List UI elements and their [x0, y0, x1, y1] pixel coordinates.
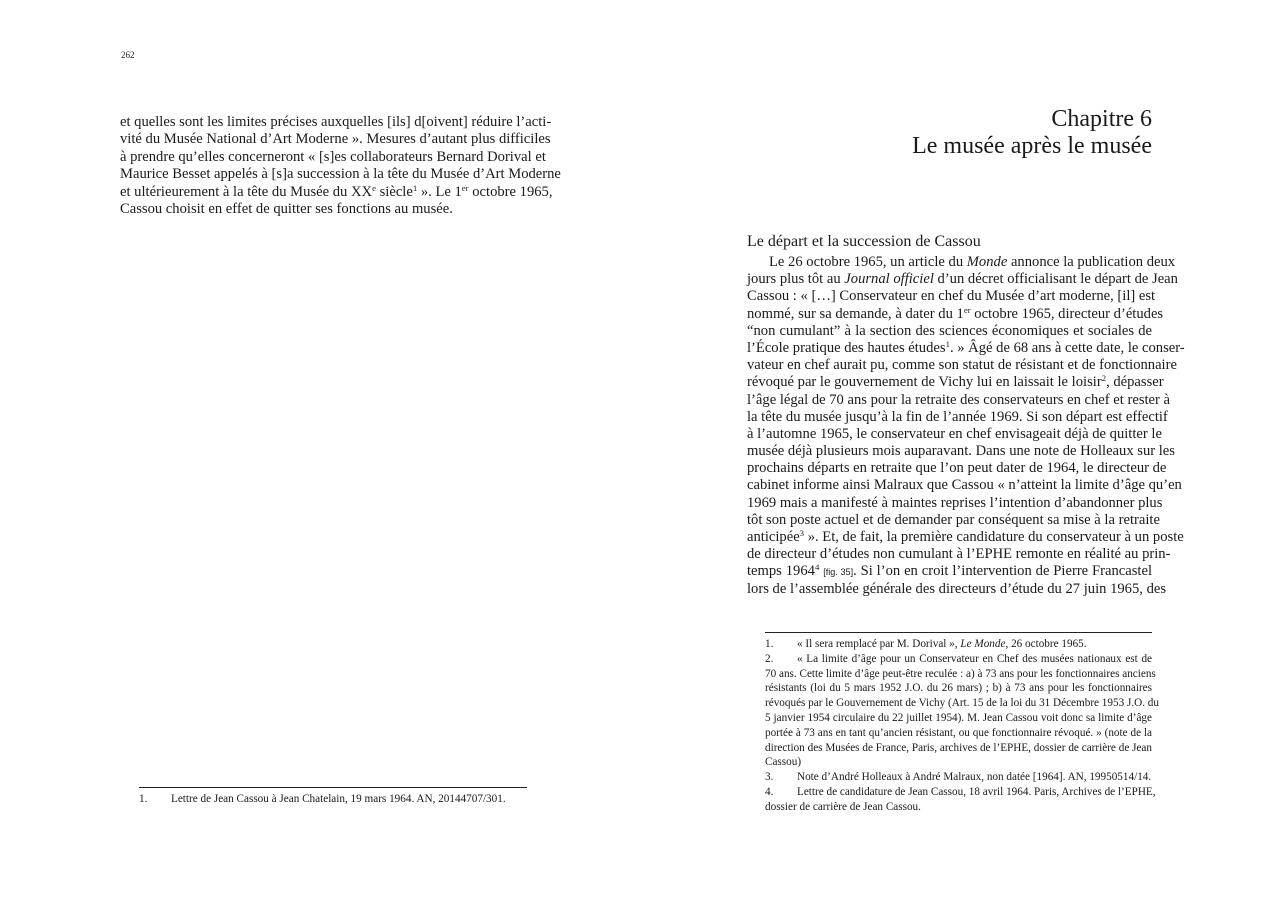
- text-run: tôt son poste actuel et de demander par conséquent sa mise à la retraite: [747, 511, 1160, 528]
- text-run: Journal officiel: [844, 271, 934, 288]
- text-line: [120, 182, 553, 201]
- note-reference: 2: [1101, 373, 1107, 384]
- text-line: [747, 408, 1168, 426]
- text-run: vité du Musée National d’Art Moderne ». Mesures d’autant plus difficiles: [120, 131, 551, 148]
- text-line: [765, 800, 1152, 815]
- chapter-title: Le musée après le musée: [912, 133, 1152, 159]
- text-run: Cassou): [765, 756, 802, 769]
- text-run: musée déjà plusieurs mois auparavant. Dans une note de Holleaux sur les: [747, 443, 1175, 460]
- text-run: vateur en chef aurait pu, comme son statut de résistant et de fonctionnaire: [747, 357, 1177, 374]
- text-run: ». Et, de fait, la première candidature du conservateur à un poste: [804, 529, 1184, 545]
- text-line: [747, 373, 1164, 391]
- text-run: Note d’André Holleaux à André Malraux, non datée [1964]. AN, 19950514/14.: [797, 771, 1152, 784]
- note-reference: e: [372, 182, 376, 193]
- text-run: 1969 mais a manifesté à maintes reprises l’intention d’abandonner plus: [747, 494, 1163, 511]
- text-line: [120, 148, 546, 166]
- text-run: Cassou : « […] Conservateur en chef du Musée d’art moderne, [il] est: [747, 288, 1156, 305]
- text-run: direction des Musées de France, Paris, archives de l’EPHE, dossier de carrière de Jean: [765, 741, 1152, 754]
- text-run: la tête du musée jusqu’à la fin de l’année 1969. Si son départ est effectif: [747, 408, 1168, 425]
- text-run: 5 janvier 1954 circulaire du 22 juillet 1954). M. Jean Cassou voit donc sa limite d’âge: [765, 711, 1152, 724]
- text-run: . Si l’on en croit l’intervention de Pierre Francastel: [853, 563, 1153, 580]
- footnote-number: 4.: [765, 785, 774, 798]
- text-run: et quelles sont les limites précises auxquelles [ils] d[oivent] réduire l’acti-: [120, 114, 552, 130]
- text-line: [747, 391, 1171, 409]
- text-run: cabinet informe ainsi Malraux que Cassou « n’atteint la limite d’âge qu’en: [747, 477, 1182, 494]
- text-line: [765, 741, 1152, 756]
- section-heading: Le départ et la succession de Cassou: [747, 233, 981, 250]
- text-run: Monde: [966, 254, 1008, 270]
- note-reference: 1: [412, 182, 418, 193]
- text-run: . » Âgé de 68 ans à cette date, le conser-: [949, 339, 1185, 356]
- text-run: prochains départs en retraite que l’on peut dater de 1964, le directeur de: [747, 460, 1167, 477]
- text-line: [765, 755, 1152, 770]
- text-run: révoqués par le Gouvernement de Vichy (Art. 15 de la loi du 31 Décembre 1953 J.O. du: [765, 697, 1159, 710]
- text-run: Lettre de candidature de Jean Cassou, 18 avril 1964. Paris, Archives de l’EPHE,: [797, 785, 1156, 798]
- note-reference: er: [461, 182, 469, 193]
- text-run: temps 1964: [747, 563, 815, 580]
- right-footnotes: [765, 637, 1159, 815]
- footnote-rule: [139, 787, 527, 788]
- text-line: [765, 696, 1159, 711]
- text-run: portée à 73 ans en tant qu’ancien résistant, ou que fonctionnaire révoqué. » (note de la: [765, 726, 1152, 739]
- chapter-heading: [912, 106, 1152, 160]
- text-run: de directeur d’études non cumulant à l’EPHE remonte en réalité au prin-: [747, 546, 1171, 563]
- text-run: , dépasser: [1106, 374, 1164, 391]
- text-run: , 26 octobre 1965.: [1005, 638, 1087, 650]
- text-run: octobre 1965, directeur d’études: [970, 305, 1164, 322]
- text-line: [747, 460, 1167, 477]
- text-line: [747, 323, 1152, 340]
- footnote-number: 2.: [765, 652, 774, 665]
- text-run: révoqué par le gouvernement de Vichy lui en laissait le loisir: [747, 374, 1102, 391]
- text-run: Maurice Besset appelés à [s]a succession à la tête du Musée d’Art Moderne: [120, 166, 561, 183]
- text-run: résistants (loi du 5 mars 1952 J.O. du 26 mars) ; b) à 73 ans pour les fonctionnaires: [765, 682, 1152, 695]
- text-line: [765, 785, 1156, 800]
- note-reference: er: [963, 304, 971, 315]
- chapter-label: Chapitre 6: [1051, 106, 1152, 132]
- text-run: Lettre de Jean Cassou à Jean Chatelain, 19 mars 1964. AN, 20144707/301.: [171, 793, 506, 805]
- footnote-number: 1.: [765, 638, 774, 650]
- footnote-number: 1.: [139, 793, 148, 805]
- text-line: [747, 477, 1182, 494]
- text-line: [747, 288, 1156, 305]
- text-line: [747, 339, 1185, 357]
- text-line: [747, 528, 1184, 546]
- left-body-text: [120, 114, 561, 218]
- text-run: dossier de carrière de Jean Cassou.: [765, 800, 921, 813]
- note-reference: 3: [799, 528, 805, 539]
- footnote-rule: [765, 632, 1152, 633]
- footnote-number: 3.: [765, 771, 774, 784]
- text-line: [139, 792, 527, 807]
- text-run: à l’automne 1965, le conservateur en chef envisageait déjà de quitter le: [747, 425, 1162, 442]
- text-run: d’un décret officialisant le départ de Jean: [933, 271, 1178, 288]
- text-line: [765, 681, 1152, 696]
- text-run: l’École pratique des hautes études: [747, 339, 946, 356]
- text-line: [120, 114, 552, 131]
- text-line: [747, 357, 1177, 374]
- text-line: [765, 770, 1152, 785]
- text-run: octobre 1965,: [468, 183, 553, 200]
- text-run: « La limite d’âge pour un Conservateur en Chef des musées nationaux est de: [797, 652, 1152, 665]
- text-run: 70 ans. Cette limite d’âge peut-être reculée : a) à 73 ans pour les fonctionnaires anciens: [765, 667, 1156, 680]
- text-run: « Il sera remplacé par M. Dorival »,: [797, 638, 961, 650]
- text-run: l’âge légal de 70 ans pour la retraite des conservateurs en chef et rester à: [747, 391, 1171, 408]
- text-line: [747, 494, 1163, 512]
- page-number: 262: [121, 50, 135, 60]
- text-line: [120, 131, 551, 148]
- text-run: Cassou choisit en effet de quitter ses fonctions au musée.: [120, 200, 453, 217]
- text-line: [765, 711, 1152, 726]
- text-line: [765, 652, 1152, 667]
- note-reference: 1: [945, 339, 950, 350]
- text-run: jours plus tôt au: [747, 271, 845, 288]
- text-line: [747, 563, 1152, 580]
- text-run: nommé, sur sa demande, à dater du 1: [747, 305, 964, 322]
- text-line: [747, 580, 1167, 598]
- text-line: [747, 271, 1178, 288]
- text-run: à prendre qu’elles concerneront « [s]es collaborateurs Bernard Dorival et: [120, 148, 546, 165]
- text-run: Le 26 octobre 1965, un article du: [769, 254, 967, 270]
- text-line: [747, 304, 1164, 323]
- text-line: [747, 254, 1176, 271]
- text-run: ». Le 1: [417, 183, 462, 200]
- text-line: [120, 166, 561, 183]
- text-run: et ultérieurement à la tête du Musée du XX: [120, 183, 373, 200]
- text-run: siècle: [375, 183, 413, 200]
- text-run: “non cumulant” à la section des sciences économiques et sociales de: [747, 322, 1152, 339]
- text-line: [765, 637, 1152, 652]
- text-line: [765, 667, 1156, 682]
- text-line: [747, 546, 1171, 563]
- left-footnotes: [139, 792, 527, 807]
- text-run: anticipée: [747, 529, 800, 545]
- text-run: lors de l’assemblée générale des directeurs d’étude du 27 juin 1965, des: [747, 580, 1167, 597]
- text-line: [747, 511, 1160, 529]
- right-body-text: [747, 254, 1185, 598]
- text-line: [747, 425, 1162, 443]
- text-run: Le Monde: [960, 638, 1006, 650]
- text-line: [120, 201, 527, 218]
- note-reference: 4: [814, 562, 820, 573]
- figure-reference: [fig. 35]: [823, 567, 854, 578]
- text-run: annonce la publication deux: [1007, 254, 1176, 270]
- text-line: [765, 726, 1152, 741]
- text-line: [747, 443, 1175, 460]
